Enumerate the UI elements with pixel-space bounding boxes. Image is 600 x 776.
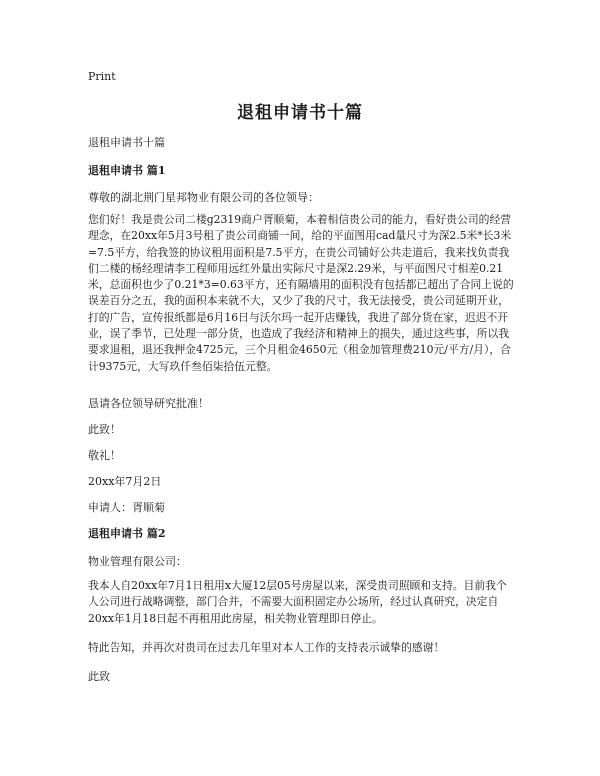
section-heading-1: 退租申请书 篇1 xyxy=(88,164,166,177)
closing-jing-li: 敬礼！ xyxy=(88,449,121,462)
applicant-line: 申请人：胥顺菊 xyxy=(88,501,165,514)
salutation-1: 尊敬的湖北荆门星邦物业有限公司的各位领导： xyxy=(88,191,319,204)
body-paragraph-1: 您们好！我是贵公司二楼g2319商户胥顺菊，本着相信贵公司的能力，看好贵公司的经营理念，在20xx年5月3号租了贵公司商铺一间，给的平面图用cad量尺寸为深2.5米*长3米=7.5平方，给我签的协议租用面积是7.5平方，在贵公司铺好公共走道后，我来找负责我们二楼的杨经理请李工程师用远红外量出实际尺寸是深2.29米，与平面图尺寸相差0.21米，总面积也少了0.21*3=0.63平方，还有隔墙用的面积没有包括都已超出了合同上说的误差百分之五，我的面积本来就不大，又少了我的尺寸，我无法接受，贵公司延期开业，打的广告，宣传报纸都是6月16日与沃尔玛一起开店赚钱，我进了部分货在家，迟迟不开业，误了季节，已处理一部分货，也造成了我经济和精神上的损失，通过这些事，所以我要求退租，退还我押金4725元，三个月租金4650元（租金加管理费210元/平方/月），合计9375元，大写玖仟叁佰柒拾伍元整。 xyxy=(88,213,514,373)
body-paragraph-2: 我本人自20xx年7月1日租用x大厦12层05号房屋以来，深受贵司照顾和支持。目前我个人公司进行战略调整，部门合并，不需要大面积固定办公场所，经过认真研究，决定自20xx年1月18日起不再租用此房屋，相关物业管理即日停止。 xyxy=(88,579,507,625)
closing-ci-zhi-1: 此致！ xyxy=(88,423,121,436)
closing-ci-zhi-2: 此致 xyxy=(88,670,110,683)
document-subtitle: 退租申请书十篇 xyxy=(88,136,165,149)
thanks-line: 特此告知，并再次对贵司在过去几年里对本人工作的支持表示诚挚的感谢！ xyxy=(88,641,445,654)
section-heading-2: 退租申请书 篇2 xyxy=(88,527,166,540)
salutation-2: 物业管理有限公司： xyxy=(88,555,187,568)
page-title: 退租申请书十篇 xyxy=(237,103,363,123)
date-line: 20xx年7月2日 xyxy=(88,475,162,488)
print-label[interactable]: Print xyxy=(88,70,116,83)
request-line: 恳请各位领导研究批准！ xyxy=(88,397,209,410)
